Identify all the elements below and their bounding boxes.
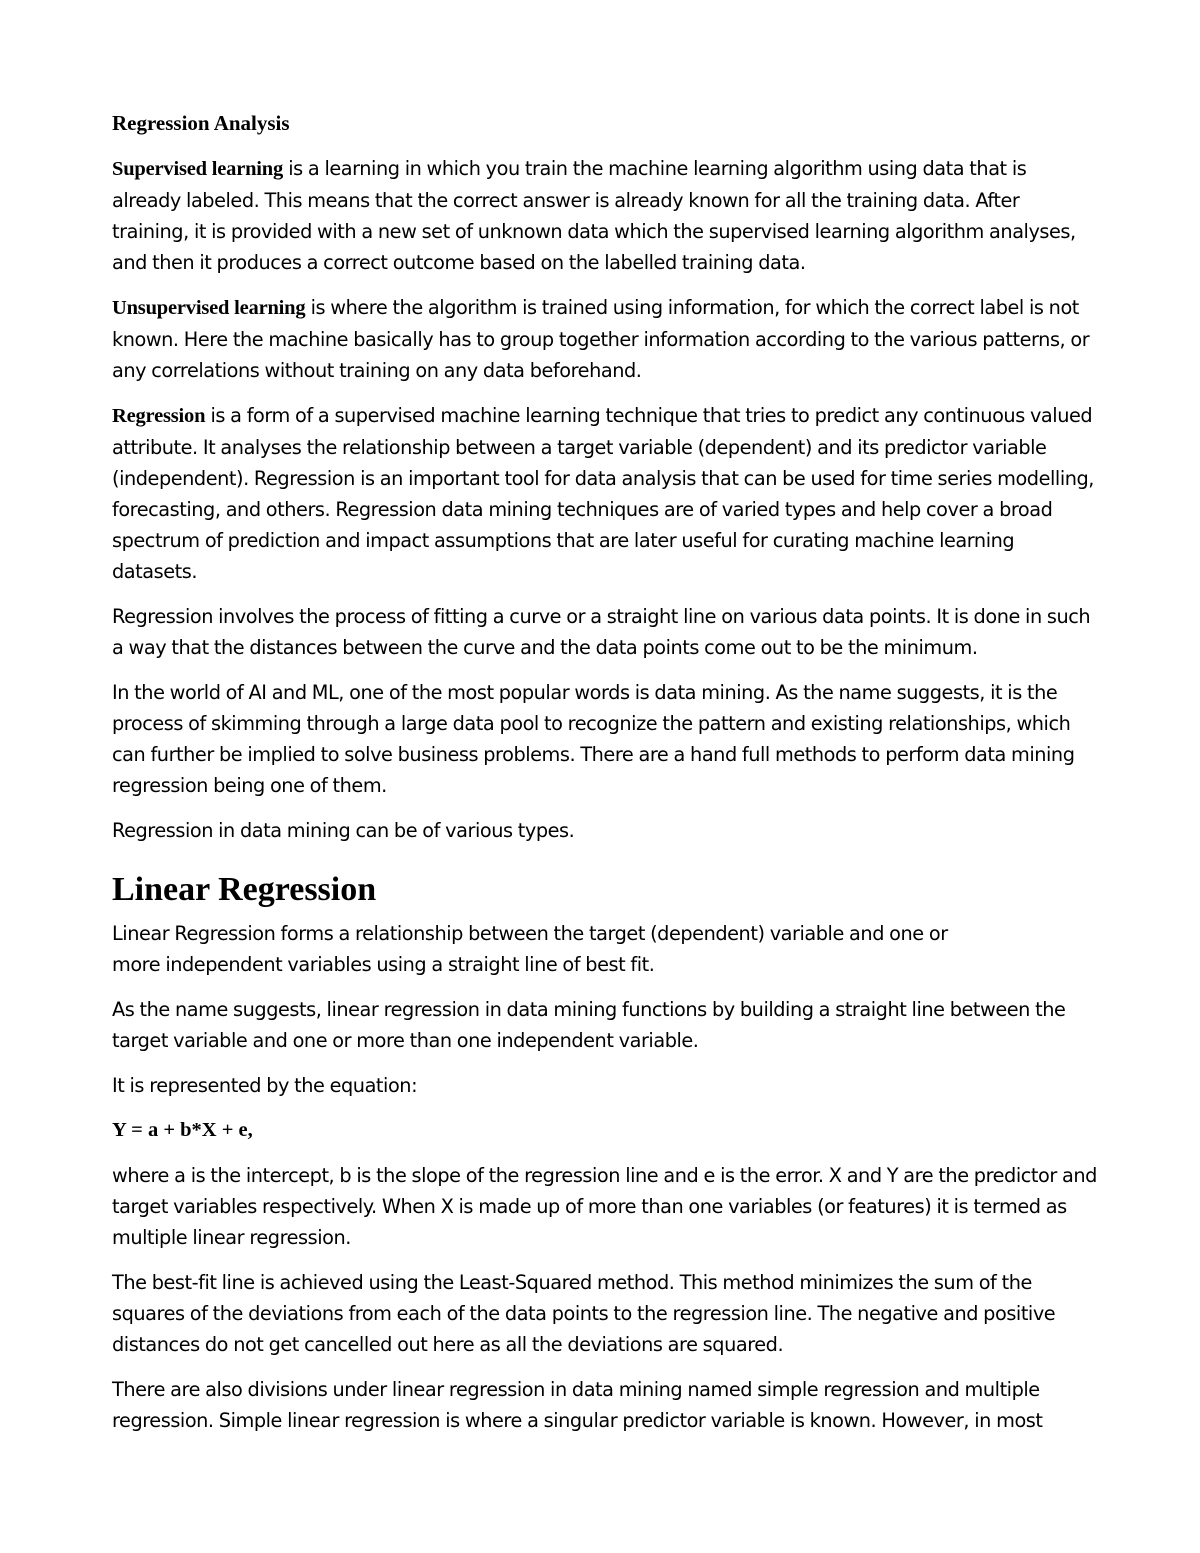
term-regression: Regression — [112, 405, 206, 427]
paragraph-data-mining: In the world of AI and ML, one of the most popular words is data mining. As the name suggests, it is the process of skimming through a large data pool to recognize the pattern and existing relationships, which can further be implied to solve business problems. There are a hand full methods to perform data mining regression being one of them. — [112, 681, 1075, 797]
linear-definition-line-2: more independent variables using a straight line of best fit. — [112, 953, 655, 976]
paragraph-regression-text: is a form of a supervised machine learning technique that tries to predict any continuous valued attribute. It analyses the relationship between a target variable (dependent) and its predictor variable (independent). Regression is an important tool for data analysis that can be used for time series modelling, forecasting, and others. Regression data mining techniques are of varied types and help cover a broad spectrum of prediction and impact assumptions that are later useful for curating machine learning datasets. — [112, 404, 1094, 583]
paragraph-equation-intro: It is represented by the equation: — [112, 1074, 418, 1097]
paragraph-unsupervised-text: is where the algorithm is trained using information, for which the correct label is not known. Here the machine basically has to group together information according to the various patterns, or any correlations without training on any data beforehand. — [112, 296, 1090, 382]
paragraph-regression — [112, 400, 1097, 587]
regression-equation: Y = a + b*X + e, — [112, 1119, 253, 1141]
term-supervised-learning: Supervised learning — [112, 158, 284, 180]
heading-linear-regression: Linear Regression — [112, 871, 377, 908]
linear-definition-line-1: Linear Regression forms a relationship between the target (dependent) variable and one or — [112, 922, 948, 945]
paragraph-supervised-text: is a learning in which you train the machine learning algorithm using data that is already labeled. This means that the correct answer is already known for all the training data. After training, it is provided with a new set of unknown data which the supervised learning algorithm analyses, and then it produces a correct outcome based on the labelled training data. — [112, 157, 1076, 274]
paragraph-supervised-learning — [112, 153, 1097, 278]
paragraph-linear-definition — [112, 918, 1097, 980]
paragraph-curve-fitting: Regression involves the process of fitting a curve or a straight line on various data points. It is done in such a way that the distances between the curve and the data points come out to be the minimum. — [112, 605, 1091, 659]
paragraph-least-squares: The best-fit line is achieved using the Least-Squared method. This method minimizes the sum of the squares of the deviations from each of the data points to the regression line. The negative and positive distances do not get cancelled out here as all the deviations are squared. — [112, 1271, 1056, 1356]
paragraph-unsupervised-learning — [112, 292, 1097, 386]
paragraph-equation-explanation: where a is the intercept, b is the slope of the regression line and e is the error. X and Y are the predictor and target variables respectively. When X is made up of more than one variables (or features) it is termed as multiple linear regression. — [112, 1164, 1097, 1249]
paragraph-divisions: There are also divisions under linear regression in data mining named simple regression and multiple regression. Simple linear regression is where a singular predictor variable is known. However, in most — [112, 1378, 1043, 1432]
paragraph-regression-types: Regression in data mining can be of various types. — [112, 819, 575, 842]
term-unsupervised-learning: Unsupervised learning — [112, 297, 306, 319]
document-body — [112, 108, 1097, 1450]
document-title: Regression Analysis — [112, 111, 290, 135]
paragraph-linear-straight-line: As the name suggests, linear regression in data mining functions by building a straight line between the target variable and one or more than one independent variable. — [112, 998, 1066, 1052]
